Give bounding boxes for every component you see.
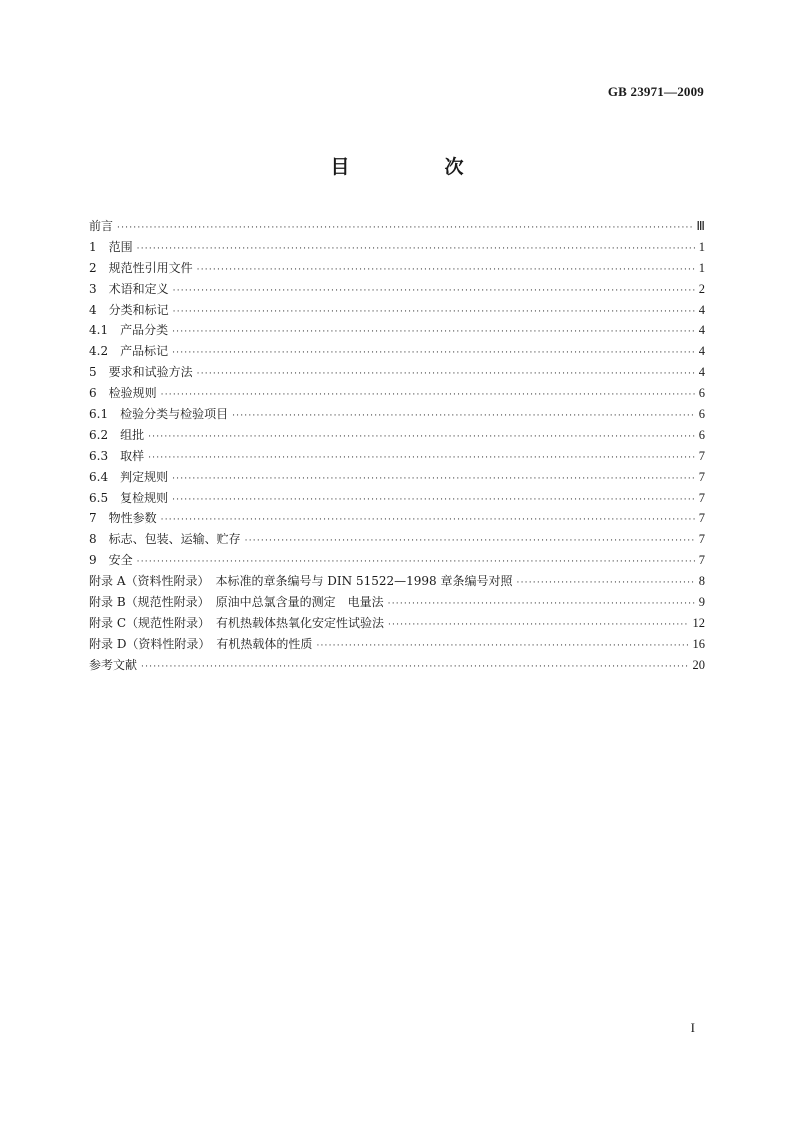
table-of-contents [89,216,705,676]
toc-entry[interactable] [89,655,705,676]
toc-entry-label: 2 规范性引用文件 [89,260,193,275]
toc-leader-dots [117,218,692,239]
toc-entry-page: 6 [698,407,705,422]
toc-leader-dots [245,531,695,552]
toc-entry[interactable] [89,529,705,550]
toc-leader-dots [172,322,695,343]
toc-leader-dots [197,364,695,385]
toc-leader-dots [517,573,695,594]
toc-entry[interactable] [89,446,705,467]
toc-entry-page: 1 [698,239,705,254]
toc-entry-page: 9 [698,595,705,610]
toc-entry-label: 附录 A（资料性附录） 本标准的章条编号与 DIN 51522—1998 章条编号对照 [89,574,513,589]
toc-leader-dots [148,427,695,448]
toc-entry-page: 7 [698,532,705,547]
toc-entry-label: 附录 B（规范性附录） 原油中总氯含量的测定 电量法 [89,595,384,610]
toc-leader-dots [161,385,695,406]
toc-entry[interactable] [89,425,705,446]
toc-entry-page: 2 [698,281,705,296]
toc-entry-label: 6.1 检验分类与检验项目 [89,407,229,422]
toc-entry[interactable] [89,488,705,509]
toc-leader-dots [161,510,695,531]
toc-entry-label: 5 要求和试验方法 [89,365,193,380]
toc-entry[interactable] [89,383,705,404]
toc-entry-label: 附录 D（资料性附录） 有机热载体的性质 [89,636,313,651]
toc-entry-label: 8 标志、包装、运输、贮存 [89,532,241,547]
toc-entry-page: 6 [698,427,705,442]
toc-entry-page: 4 [698,365,705,380]
toc-entry[interactable] [89,300,705,321]
toc-entry-label: 4.2 产品标记 [89,344,169,359]
toc-leader-dots [316,636,688,657]
toc-entry-label: 4.1 产品分类 [89,323,169,338]
toc-entry[interactable] [89,258,705,279]
toc-entry-page: 4 [698,344,705,359]
toc-entry[interactable] [89,571,705,592]
toc-entry-label: 7 物性参数 [89,511,157,526]
toc-entry-page: 4 [698,323,705,338]
toc-entry[interactable] [89,320,705,341]
toc-entry-page: 12 [692,615,705,630]
toc-entry[interactable] [89,362,705,383]
toc-entry-label: 6.4 判定规则 [89,469,169,484]
toc-entry[interactable] [89,592,705,613]
page-number: I [690,1020,695,1035]
toc-leader-dots [141,657,688,678]
toc-leader-dots [197,260,695,281]
toc-leader-dots [172,469,695,490]
toc-entry[interactable] [89,279,705,300]
toc-entry-page: 20 [692,657,705,672]
toc-entry-page: 8 [698,574,705,589]
standard-code: GB 23971—2009 [607,84,704,99]
toc-entry-label: 6.3 取样 [89,448,145,463]
toc-leader-dots [172,343,695,364]
toc-leader-dots [137,239,695,260]
toc-entry[interactable] [89,341,705,362]
toc-leader-dots [173,302,695,323]
toc-leader-dots [172,490,695,511]
toc-entry-label: 6.2 组批 [89,427,145,442]
toc-entry-page: 16 [692,636,705,651]
toc-entry-label: 4 分类和标记 [89,302,169,317]
toc-leader-dots [137,552,695,573]
toc-entry[interactable] [89,216,705,237]
toc-entry-page: 7 [698,490,705,505]
toc-leader-dots [232,406,695,427]
toc-entry[interactable] [89,613,705,634]
toc-entry-label: 参考文献 [89,657,138,672]
toc-entry-page: 7 [698,448,705,463]
toc-entry-label: 6 检验规则 [89,386,157,401]
page-title: 目 次 [330,156,502,178]
toc-entry-page: Ⅲ [696,219,705,233]
toc-entry-label: 9 安全 [89,553,133,568]
toc-entry-page: 6 [698,386,705,401]
toc-entry[interactable] [89,237,705,258]
toc-entry[interactable] [89,467,705,488]
toc-entry-page: 7 [698,553,705,568]
toc-entry[interactable] [89,550,705,571]
toc-entry-page: 7 [698,511,705,526]
toc-entry[interactable] [89,508,705,529]
toc-entry-page: 7 [698,469,705,484]
toc-entry[interactable] [89,404,705,425]
toc-entry-label: 3 术语和定义 [89,281,169,296]
toc-entry-page: 1 [698,260,705,275]
toc-entry[interactable] [89,634,705,655]
toc-leader-dots [388,594,695,615]
toc-leader-dots [388,615,689,636]
toc-entry-page: 4 [698,302,705,317]
toc-entry-label: 1 范围 [89,239,133,254]
toc-leader-dots [173,281,695,302]
toc-entry-label: 附录 C（规范性附录） 有机热载体热氧化安定性试验法 [89,615,384,630]
toc-leader-dots [148,448,695,469]
toc-entry-label: 前言 [89,219,114,233]
toc-entry-label: 6.5 复检规则 [89,490,169,505]
